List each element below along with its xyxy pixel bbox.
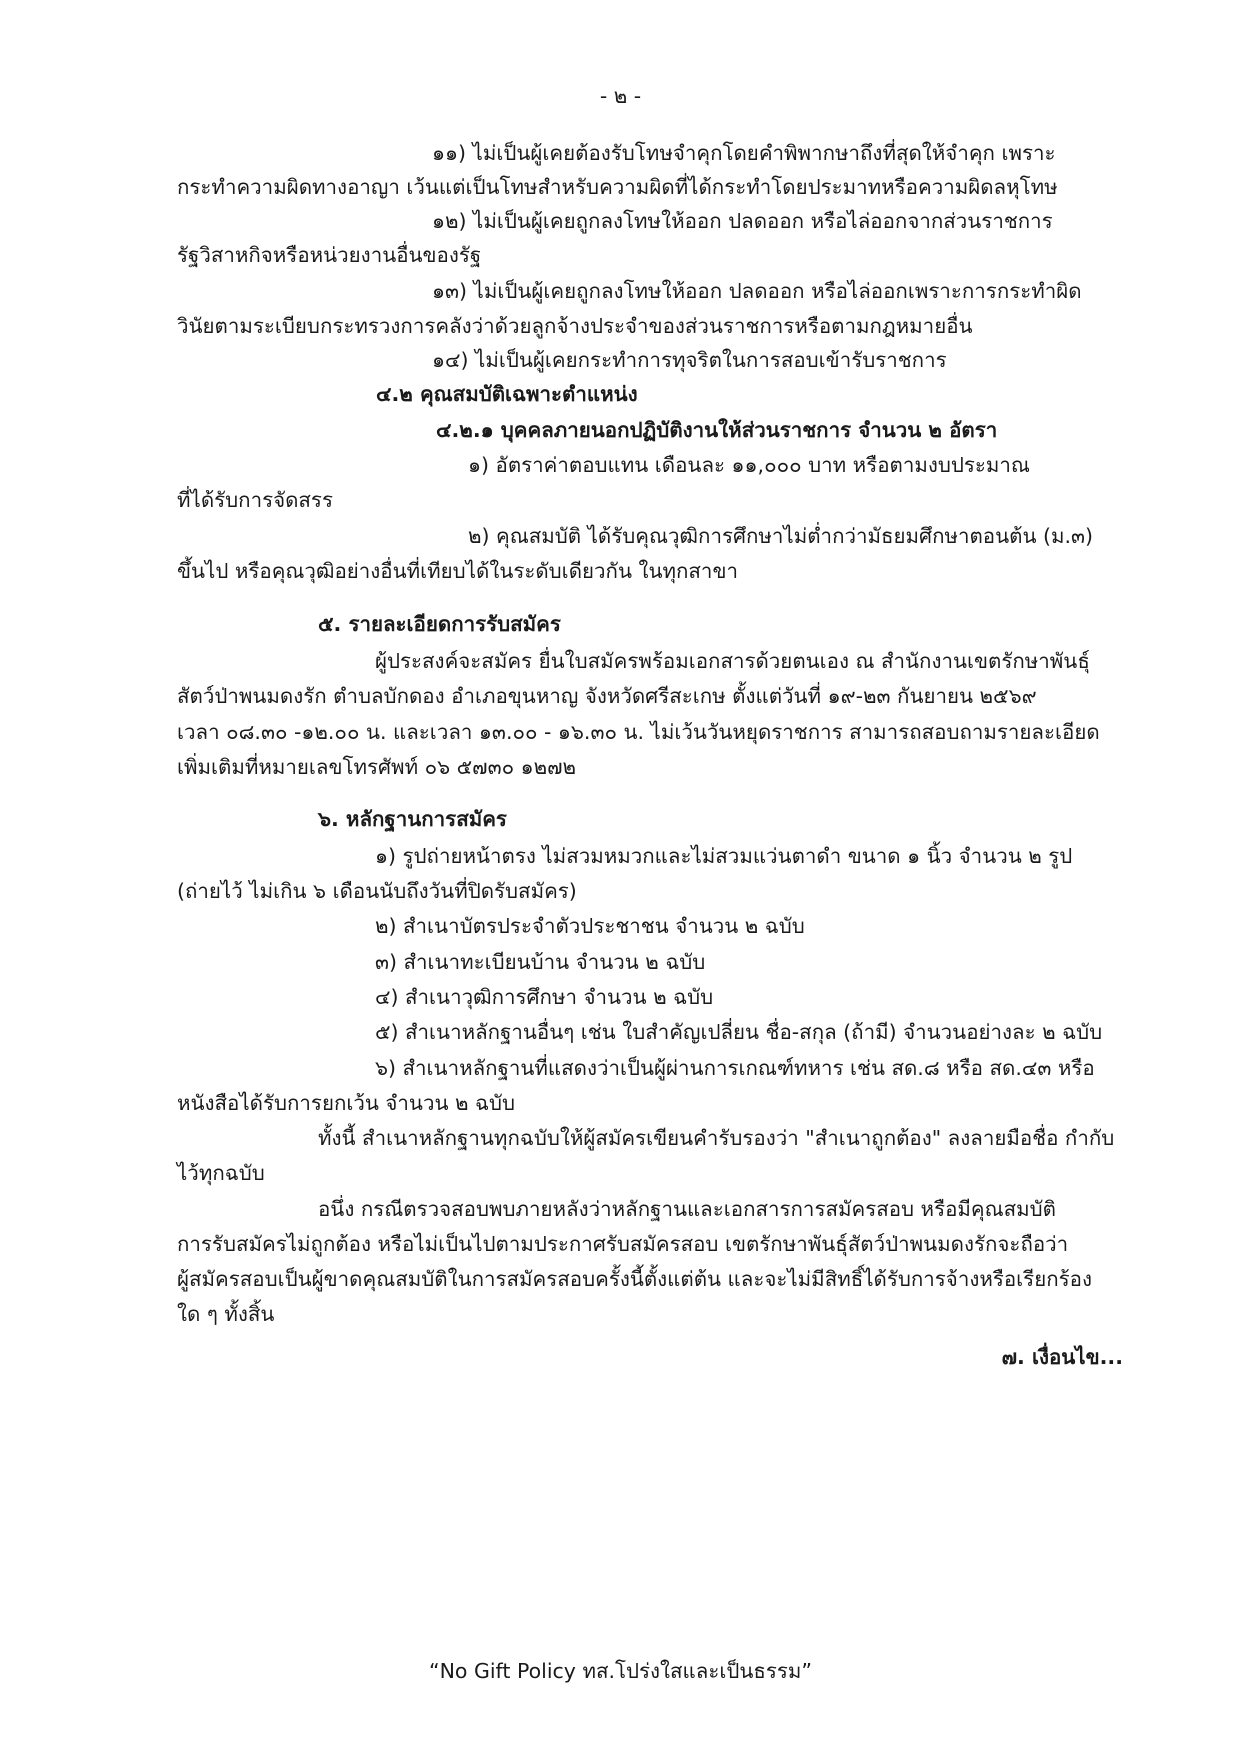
item-12-line-1: ๑๒) ไม่เป็นผู้เคยถูกลงโทษให้ออก ปลดออก หรือไล่ออกจากส่วนราชการ <box>432 209 1053 233</box>
item-13-line-1: ๑๓) ไม่เป็นผู้เคยถูกลงโทษให้ออก ปลดออก หรือไล่ออกเพราะการกระทำผิด <box>432 279 1082 303</box>
section-6-warning-line-3: ผู้สมัครสอบเป็นผู้ขาดคุณสมบัติในการสมัครสอบครั้งนี้ตั้งแต่ต้น และจะไม่มีสิทธิ์ได้รับการจ้างหรือเรียกร้อง <box>177 1267 1092 1291</box>
section-6-heading: ๖. หลักฐานการสมัคร <box>318 807 507 831</box>
section-4-2-item-1-line-2: ที่ได้รับการจัดสรร <box>177 488 333 512</box>
continuation-marker: ๗. เงื่อนไข... <box>1001 1345 1123 1369</box>
section-4-2-item-2-line-1: ๒) คุณสมบัติ ได้รับคุณวุฒิการศึกษาไม่ต่ำกว่ามัธยมศึกษาตอนต้น (ม.๓) <box>468 524 1094 548</box>
item-11-line-1: ๑๑) ไม่เป็นผู้เคยต้องรับโทษจำคุกโดยคำพิพากษาถึงที่สุดให้จำคุก เพราะ <box>432 141 1056 165</box>
section-6-item-1-line-1: ๑) รูปถ่ายหน้าตรง ไม่สวมหมวกและไม่สวมแว่นตาดำ ขนาด ๑ นิ้ว จำนวน ๒ รูป <box>375 844 1073 868</box>
section-6-note-line-2: ไว้ทุกฉบับ <box>177 1161 265 1185</box>
section-6-item-1-line-2: (ถ่ายไว้ ไม่เกิน ๖ เดือนนับถึงวันที่ปิดรับสมัคร) <box>177 879 577 903</box>
footer-policy: “No Gift Policy ทส.โปร่งใสและเป็นธรรม” <box>428 1659 813 1683</box>
section-6-item-6-line-1: ๖) สำเนาหลักฐานที่แสดงว่าเป็นผู้ผ่านการเกณฑ์ทหาร เช่น สด.๘ หรือ สด.๔๓ หรือ <box>375 1056 1095 1080</box>
section-6-item-5: ๕) สำเนาหลักฐานอื่นๆ เช่น ใบสำคัญเปลี่ยน ชื่อ-สกุล (ถ้ามี) จำนวนอย่างละ ๒ ฉบับ <box>375 1020 1103 1044</box>
section-5-para-line-3: เวลา ๐๘.๓๐ -๑๒.๐๐ น. และเวลา ๑๓.๐๐ - ๑๖.๓๐ น. ไม่เว้นวันหยุดราชการ สามารถสอบถามรายละเอียด <box>177 720 1100 744</box>
section-6-item-2: ๒) สำเนาบัตรประจำตัวประชาชน จำนวน ๒ ฉบับ <box>375 914 805 938</box>
section-6-warning-line-2: การรับสมัครไม่ถูกต้อง หรือไม่เป็นไปตามประกาศรับสมัครสอบ เขตรักษาพันธุ์สัตว์ป่าพนมดงรักจะถือว่า <box>177 1232 1069 1256</box>
item-14: ๑๔) ไม่เป็นผู้เคยกระทำการทุจริตในการสอบเข้ารับราชการ <box>432 348 947 372</box>
section-4-2-item-2-line-2: ขึ้นไป หรือคุณวุฒิอย่างอื่นที่เทียบได้ในระดับเดียวกัน ในทุกสาขา <box>177 559 738 583</box>
section-5-para-line-2: สัตว์ป่าพนมดงรัก ตำบลบักดอง อำเภอขุนหาญ จังหวัดศรีสะเกษ ตั้งแต่วันที่ ๑๙-๒๓ กันยายน ๒๕๖๙ <box>177 684 1037 708</box>
section-6-warning-line-4: ใด ๆ ทั้งสิ้น <box>177 1302 275 1326</box>
section-4-2-item-1-line-1: ๑) อัตราค่าตอบแทน เดือนละ ๑๑,๐๐๐ บาท หรือตามงบประมาณ <box>468 453 1030 477</box>
item-12-line-2: รัฐวิสาหกิจหรือหน่วยงานอื่นของรัฐ <box>177 243 482 267</box>
section-6-item-6-line-2: หนังสือได้รับการยกเว้น จำนวน ๒ ฉบับ <box>177 1091 516 1115</box>
section-6-warning-line-1: อนึ่ง กรณีตรวจสอบพบภายหลังว่าหลักฐานและเอกสารการสมัครสอบ หรือมีคุณสมบัติ <box>318 1197 1056 1221</box>
section-4-2-1-heading: ๔.๒.๑ บุคคลภายนอกปฏิบัติงานให้ส่วนราชการ จำนวน ๒ อัตรา <box>436 418 998 442</box>
section-6-item-4: ๔) สำเนาวุฒิการศึกษา จำนวน ๒ ฉบับ <box>375 985 714 1009</box>
section-6-item-3: ๓) สำเนาทะเบียนบ้าน จำนวน ๒ ฉบับ <box>375 950 706 974</box>
section-5-para-line-1: ผู้ประสงค์จะสมัคร ยื่นใบสมัครพร้อมเอกสารด้วยตนเอง ณ สำนักงานเขตรักษาพันธุ์ <box>375 649 1090 673</box>
item-13-line-2: วินัยตามระเบียบกระทรวงการคลังว่าด้วยลูกจ้างประจำของส่วนราชการหรือตามกฎหมายอื่น <box>177 314 973 338</box>
section-5-heading: ๕. รายละเอียดการรับสมัคร <box>318 612 561 636</box>
section-4-2-heading: ๔.๒ คุณสมบัติเฉพาะตำแหน่ง <box>376 382 638 406</box>
section-6-note-line-1: ทั้งนี้ สำเนาหลักฐานทุกฉบับให้ผู้สมัครเขียนคำรับรองว่า "สำเนาถูกต้อง" ลงลายมือชื่อ กำกับ <box>318 1126 1115 1150</box>
item-11-line-2: กระทำความผิดทางอาญา เว้นแต่เป็นโทษสำหรับความผิดที่ได้กระทำโดยประมาทหรือความผิดลหุโทษ <box>177 175 1058 199</box>
section-5-para-line-4: เพิ่มเติมที่หมายเลขโทรศัพท์ ๐๖ ๕๗๓๐ ๑๒๗๒ <box>177 755 577 779</box>
page-number: - ๒ - <box>599 84 642 108</box>
